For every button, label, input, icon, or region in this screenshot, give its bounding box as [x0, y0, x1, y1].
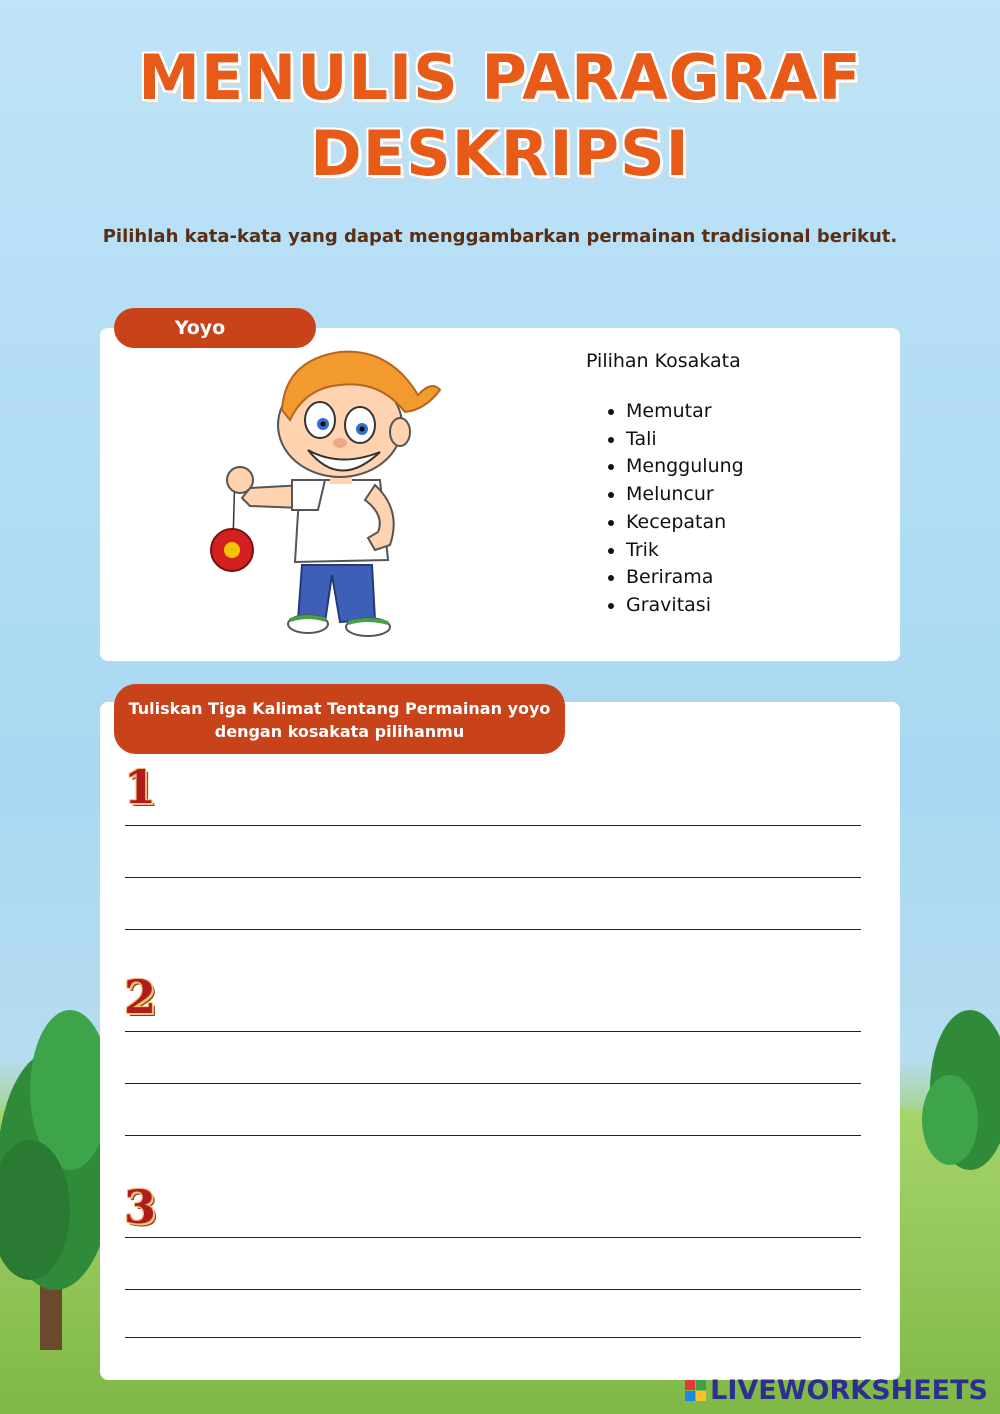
tree-right-illustration: [920, 1000, 1000, 1170]
vocab-item: • Kecepatan: [626, 509, 744, 537]
tree-left-illustration: [0, 950, 110, 1350]
writing-line[interactable]: [125, 929, 861, 930]
vocab-list: [586, 398, 744, 620]
sentence-number-2: 2: [124, 970, 157, 1024]
writing-line[interactable]: [125, 825, 861, 826]
vocab-item: • Gravitasi: [626, 592, 744, 620]
writing-line[interactable]: [125, 1289, 861, 1290]
title-line-2: DESKRIPSI: [310, 117, 690, 190]
liveworksheets-brand: [685, 1375, 988, 1406]
vocab-item: • Trik: [626, 537, 744, 565]
writing-instruction-label: [114, 684, 565, 754]
vocab-item: • Meluncur: [626, 481, 744, 509]
sentence-number-1: 1: [124, 760, 157, 814]
sentence-number-3: 3: [124, 1180, 157, 1234]
writing-card: [100, 702, 900, 1380]
writing-label-line-2: dengan kosakata pilihanmu: [214, 722, 465, 741]
title-line-1: MENULIS PARAGRAF: [138, 41, 862, 114]
writing-line[interactable]: [125, 1237, 861, 1238]
vocab-item: • Menggulung: [626, 453, 744, 481]
instruction-text: Pilihlah kata-kata yang dapat menggambarkan permainan tradisional berikut.: [102, 226, 898, 247]
writing-line[interactable]: [125, 1337, 861, 1338]
writing-label-line-1: Tuliskan Tiga Kalimat Tentang Permainan yoyo: [128, 699, 551, 718]
writing-line[interactable]: [125, 1083, 861, 1084]
brand-text: LIVEWORKSHEETS: [710, 1375, 988, 1406]
boy-with-yoyo-icon: [190, 340, 460, 645]
vocab-item: • Berirama: [626, 564, 744, 592]
vocab-item: • Memutar: [626, 398, 744, 426]
writing-line[interactable]: [125, 877, 861, 878]
writing-line[interactable]: [125, 1135, 861, 1136]
liveworksheets-logo-icon: [685, 1380, 706, 1401]
game-label: Yoyo: [114, 308, 316, 348]
vocab-list-panel: [586, 350, 744, 620]
writing-line[interactable]: [125, 1031, 861, 1032]
vocab-title: Pilihan Kosakata: [586, 350, 741, 372]
vocab-item: • Tali: [626, 426, 744, 454]
page-title: [0, 40, 1000, 192]
